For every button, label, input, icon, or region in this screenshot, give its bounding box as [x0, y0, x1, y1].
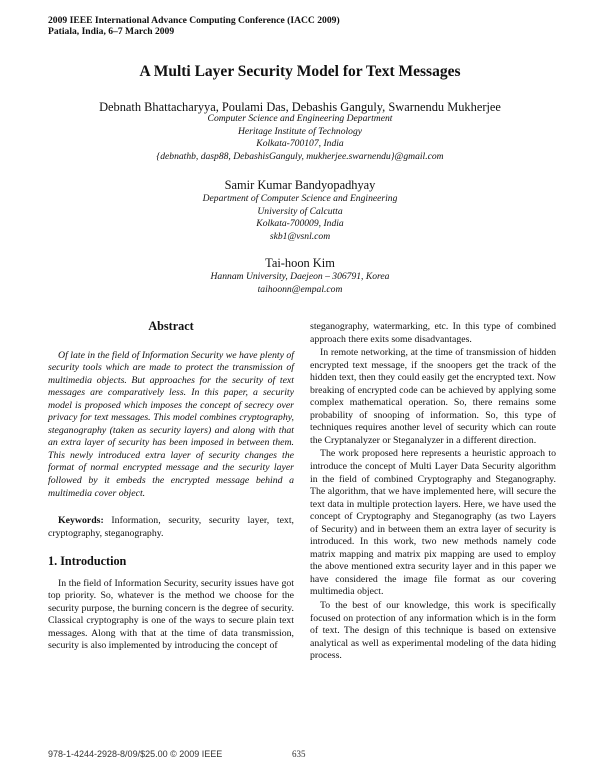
intro-paragraph-3: The work proposed here represents a heuristic approach to introduce the concept of Multi Layer Data Security algorithm in the field of combined Cryptography and Steganography. The algorithm, that we have implemented here, will secure the text data in multiple protection layers. Here, we have used the concept of Cryptography and Steganography (as two Layers of Security) and in between them an extra layer of security is introduced. In this work, two new methods namely code matrix mapping and matrix pix mapping are used to employ the above mentioned extra security layer and in this paper we have considered the image file format as our covering multimedia object. [310, 448, 556, 598]
affiliation-3 [0, 271, 600, 296]
authors-group-1: Debnath Bhattacharyya, Poulami Das, Debashis Ganguly, Swarnendu Mukherjee [99, 100, 501, 114]
aff2-inst: University of Calcutta [257, 205, 343, 217]
abstract-heading: Abstract [148, 319, 194, 333]
introduction-heading: 1. Introduction [48, 554, 127, 569]
paper-title: A Multi Layer Security Model for Text Messages [139, 63, 461, 80]
aff1-city: Kolkata-700107, India [256, 138, 344, 150]
aff2-dept: Department of Computer Science and Engineering [202, 193, 398, 204]
keywords [48, 515, 294, 540]
intro-paragraph-2: In remote networking, at the time of transmission of hidden encrypted text message, if the snoopers get the track of the hidden text, then they could easily get the encrypted text. Now breaking of encrypted code can be achieved by applying some complex mathematical operation. So, there remains some probability of snooping of information. So, this type of techniques requires another level of security which can route the Cryptanalyzer or Steganalyzer in a different direction. [310, 347, 556, 446]
aff2-city: Kolkata-700009, India [256, 218, 344, 230]
page-number: 635 [292, 749, 306, 759]
aff1-emails: {debnathb, dasp88, DebashisGanguly, mukherjee.swarnendu}@gmail.com [156, 150, 444, 162]
intro-paragraph-1: In the field of Information Security, security issues have got top priority. So, whatever is the method we choose for the security purpose, the burning concern is the degree of security. Classical cryptography is one of the ways to secure plain text messages. Along with that at the time of data transmission, security is also implemented by introducing the concept of [48, 577, 294, 652]
aff3-email: taihoonn@empal.com [257, 283, 343, 295]
aff1-inst: Heritage Institute of Technology [237, 125, 363, 137]
affiliation-1 [0, 113, 600, 163]
aff1-dept: Computer Science and Engineering Department [207, 113, 393, 124]
authors-group-2: Samir Kumar Bandyopadhyay [224, 178, 376, 192]
intro-paragraph-4: To the best of our knowledge, this work is specifically focused on protection of any information which is in the form of text. The design of this technique is based on extensive analytical as well as experimental modeling of the data hiding process. [310, 600, 556, 662]
right-column [310, 321, 556, 664]
left-column [48, 320, 294, 653]
affiliation-2 [0, 193, 600, 243]
footer-isbn: 978-1-4244-2928-8/09/$25.00 © 2009 IEEE [48, 749, 223, 759]
aff3-inst: Hannam University, Daejeon – 306791, Korea [210, 271, 390, 282]
keywords-text: Information, security, security layer, text, cryptography, steganography. [48, 515, 294, 539]
intro-paragraph-1-cont: steganography, watermarking, etc. In this type of combined approach there exits some disadvantages. [310, 321, 556, 345]
conference-name: 2009 IEEE International Advance Computing Conference (IACC 2009) [48, 15, 340, 26]
conference-location: Patiala, India, 6–7 March 2009 [48, 26, 175, 37]
aff2-email: skb1@vsnl.com [269, 230, 331, 242]
abstract-text: Of late in the field of Information Security we have plenty of security tools which are made to protect the transmission of multimedia objects. But approaches for the security of text messages are comparatively less. In this paper, a security model is proposed which imposes the concept of secrecy over privacy for text messages. This model combines cryptography, steganography (taken as security layers) and along with that an extra layer of security has been imposed in between them. This newly introduced extra layer of security changes the format of normal encrypted message and the security layer followed by it embeds the encrypted message behind a multimedia cover object. [48, 349, 294, 499]
keywords-label: Keywords: [58, 515, 104, 527]
authors-group-3: Tai-hoon Kim [265, 256, 335, 270]
